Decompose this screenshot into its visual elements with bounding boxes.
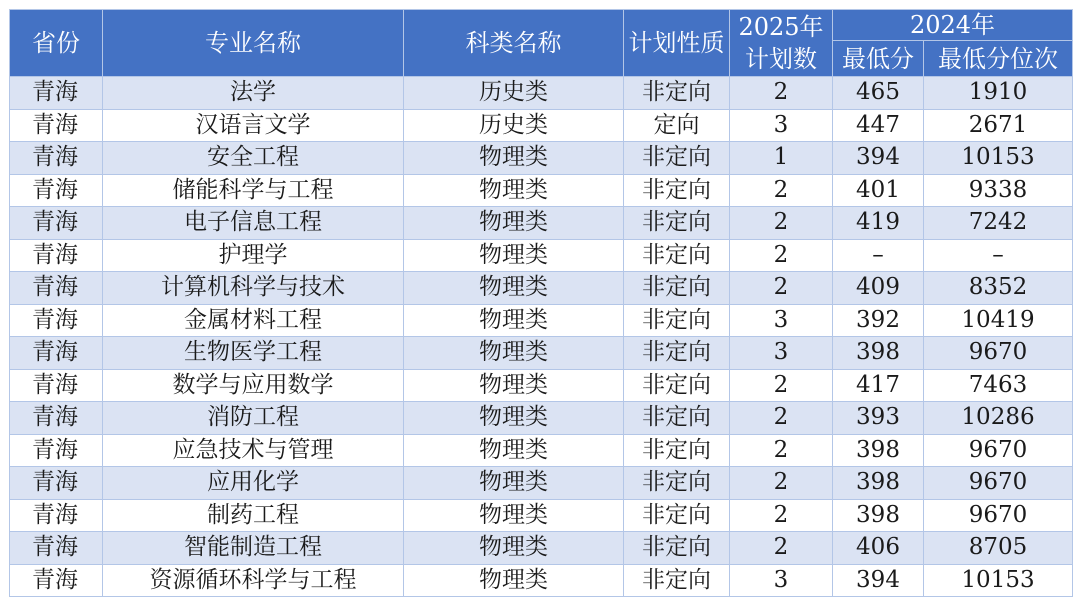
cell-province: 青海 [10,109,103,142]
cell-category: 物理类 [404,304,624,337]
cell-plan-count: 2 [730,499,833,532]
cell-plan-type: 非定向 [624,337,730,370]
cell-plan-count: 2 [730,174,833,207]
cell-plan-count: 2 [730,272,833,305]
cell-plan-type: 非定向 [624,434,730,467]
header-category: 科类名称 [404,10,624,77]
cell-plan-type: 非定向 [624,207,730,240]
cell-category: 物理类 [404,207,624,240]
cell-plan-count: 2 [730,467,833,500]
cell-min-score: 409 [833,272,924,305]
cell-min-rank: 8352 [924,272,1073,305]
cell-province: 青海 [10,402,103,435]
cell-province: 青海 [10,142,103,175]
header-plan-type: 计划性质 [624,10,730,77]
cell-major: 数学与应用数学 [103,369,404,402]
cell-plan-type: 非定向 [624,174,730,207]
cell-min-score: 398 [833,467,924,500]
cell-min-rank: 9670 [924,499,1073,532]
table-row [10,532,1073,565]
cell-plan-count: 3 [730,337,833,370]
cell-plan-type: 非定向 [624,467,730,500]
cell-major: 智能制造工程 [103,532,404,565]
cell-province: 青海 [10,207,103,240]
header-min-score: 最低分 [833,41,924,77]
cell-min-rank: 7242 [924,207,1073,240]
cell-min-rank: 10153 [924,564,1073,597]
cell-plan-count: 2 [730,239,833,272]
cell-min-rank: 10286 [924,402,1073,435]
cell-min-score: 398 [833,499,924,532]
cell-min-score: 419 [833,207,924,240]
cell-province: 青海 [10,272,103,305]
cell-plan-type: 非定向 [624,142,730,175]
cell-plan-count: 1 [730,142,833,175]
table-header [10,10,1073,77]
cell-category: 历史类 [404,77,624,110]
cell-min-score: 398 [833,337,924,370]
cell-province: 青海 [10,499,103,532]
cell-category: 物理类 [404,402,624,435]
cell-min-rank: 2671 [924,109,1073,142]
cell-plan-count: 2 [730,369,833,402]
cell-min-rank: 9670 [924,434,1073,467]
cell-major: 金属材料工程 [103,304,404,337]
table-row [10,109,1073,142]
cell-plan-type: 非定向 [624,564,730,597]
cell-min-score: 394 [833,142,924,175]
cell-major: 应用化学 [103,467,404,500]
cell-major: 储能科学与工程 [103,174,404,207]
table-row [10,467,1073,500]
cell-plan-count: 2 [730,532,833,565]
table-row [10,402,1073,435]
cell-major: 消防工程 [103,402,404,435]
cell-min-rank: 7463 [924,369,1073,402]
cell-category: 物理类 [404,564,624,597]
cell-min-score: 417 [833,369,924,402]
cell-min-score: 447 [833,109,924,142]
cell-category: 物理类 [404,272,624,305]
cell-major: 电子信息工程 [103,207,404,240]
cell-category: 物理类 [404,337,624,370]
cell-min-score: 398 [833,434,924,467]
cell-min-rank: – [924,239,1073,272]
cell-plan-type: 非定向 [624,499,730,532]
header-2025-plan [730,10,833,77]
cell-category: 物理类 [404,174,624,207]
cell-major: 计算机科学与技术 [103,272,404,305]
cell-min-rank: 8705 [924,532,1073,565]
cell-plan-type: 非定向 [624,272,730,305]
cell-province: 青海 [10,564,103,597]
table-body [10,77,1073,597]
cell-category: 物理类 [404,369,624,402]
table-row [10,434,1073,467]
cell-province: 青海 [10,337,103,370]
cell-plan-type: 非定向 [624,402,730,435]
cell-plan-count: 2 [730,77,833,110]
table-row [10,207,1073,240]
table-row [10,77,1073,110]
cell-major: 护理学 [103,239,404,272]
cell-min-score: 465 [833,77,924,110]
table-row [10,272,1073,305]
table-row [10,369,1073,402]
cell-province: 青海 [10,174,103,207]
cell-category: 物理类 [404,467,624,500]
admission-table [9,9,1073,597]
cell-plan-type: 非定向 [624,304,730,337]
cell-major: 生物医学工程 [103,337,404,370]
cell-min-rank: 10419 [924,304,1073,337]
cell-province: 青海 [10,369,103,402]
cell-min-score: 406 [833,532,924,565]
table-row [10,304,1073,337]
cell-min-score: 393 [833,402,924,435]
table-row [10,239,1073,272]
cell-min-rank: 9338 [924,174,1073,207]
cell-plan-type: 非定向 [624,239,730,272]
cell-province: 青海 [10,434,103,467]
table-row [10,337,1073,370]
cell-category: 物理类 [404,532,624,565]
cell-min-rank: 9670 [924,467,1073,500]
cell-major: 安全工程 [103,142,404,175]
cell-category: 物理类 [404,142,624,175]
header-plan-count: 计划数 [745,45,817,73]
header-major: 专业名称 [103,10,404,77]
cell-category: 物理类 [404,239,624,272]
cell-min-rank: 1910 [924,77,1073,110]
cell-plan-count: 3 [730,564,833,597]
cell-plan-count: 3 [730,109,833,142]
header-year-2025: 2025年 [738,13,824,41]
cell-min-score: 394 [833,564,924,597]
cell-plan-count: 3 [730,304,833,337]
cell-plan-type: 非定向 [624,532,730,565]
cell-province: 青海 [10,467,103,500]
cell-province: 青海 [10,239,103,272]
cell-min-score: 392 [833,304,924,337]
cell-province: 青海 [10,304,103,337]
cell-min-score: – [833,239,924,272]
header-province: 省份 [10,10,103,77]
cell-min-rank: 10153 [924,142,1073,175]
cell-major: 汉语言文学 [103,109,404,142]
cell-category: 物理类 [404,434,624,467]
cell-major: 法学 [103,77,404,110]
cell-category: 历史类 [404,109,624,142]
table-row [10,564,1073,597]
cell-plan-type: 非定向 [624,369,730,402]
cell-min-score: 401 [833,174,924,207]
cell-province: 青海 [10,77,103,110]
cell-min-rank: 9670 [924,337,1073,370]
header-year-2024: 2024年 [833,10,1073,41]
cell-major: 应急技术与管理 [103,434,404,467]
cell-plan-count: 2 [730,207,833,240]
table-row [10,174,1073,207]
cell-major: 资源循环科学与工程 [103,564,404,597]
table-row [10,142,1073,175]
cell-province: 青海 [10,532,103,565]
cell-plan-type: 定向 [624,109,730,142]
table-row [10,499,1073,532]
cell-plan-type: 非定向 [624,77,730,110]
cell-major: 制药工程 [103,499,404,532]
cell-category: 物理类 [404,499,624,532]
cell-plan-count: 2 [730,402,833,435]
header-min-rank: 最低分位次 [924,41,1073,77]
cell-plan-count: 2 [730,434,833,467]
